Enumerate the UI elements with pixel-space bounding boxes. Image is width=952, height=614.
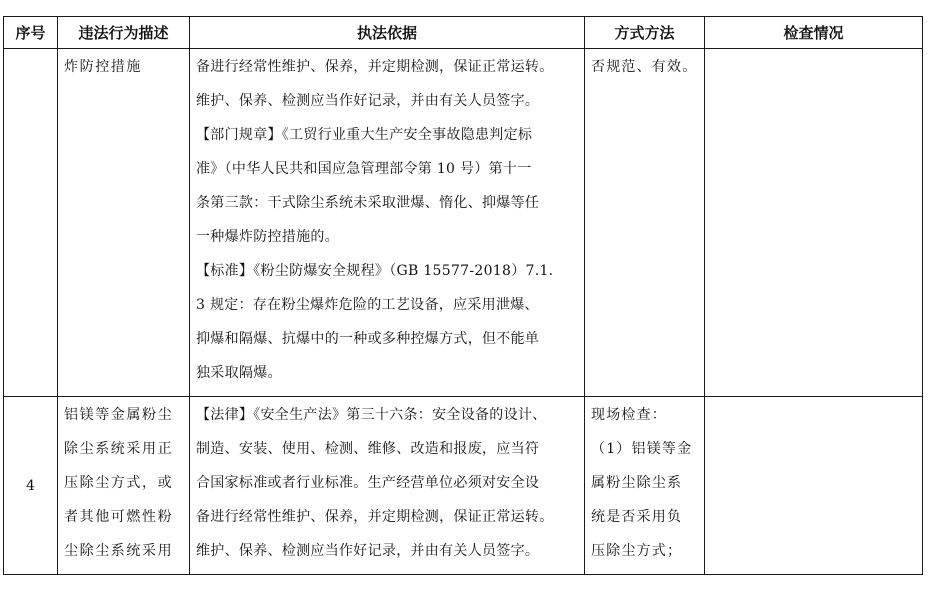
method-cell (585, 397, 705, 575)
basis-cell (190, 397, 585, 575)
method-line: （1）铝镁等金 (591, 441, 693, 457)
row-number (4, 49, 58, 397)
basis-line: 备进行经常性维护、保养，并定期检测，保证正常运转。 (196, 509, 554, 525)
basis-line: 抑爆和隔爆、抗爆中的一种或多种控爆方式，但不能单 (196, 331, 540, 347)
check-cell (705, 49, 923, 397)
header-basis: 执法依据 (190, 17, 585, 49)
header-no: 序号 (4, 17, 58, 49)
description-cell (58, 397, 190, 575)
header-method: 方式方法 (585, 17, 705, 49)
basis-line: 3 规定：存在粉尘爆炸危险的工艺设备，应采用泄爆、 (196, 297, 539, 313)
method-cell (585, 49, 705, 397)
description-cell (58, 49, 190, 397)
method-line: 压除尘方式； (591, 543, 683, 559)
basis-line: 维护、保养、检测应当作好记录，并由有关人员签字。 (196, 93, 540, 109)
basis-line: 【标准】《粉尘防爆安全规程》（GB 15577-2018）7.1. (196, 263, 554, 279)
description-line: 压除尘方式，或 (64, 475, 174, 491)
check-cell (705, 397, 923, 575)
basis-line: 一种爆炸防控措施的。 (196, 229, 339, 245)
basis-line: 备进行经常性维护、保养，并定期检测，保证正常运转。 (196, 59, 554, 75)
table-row (4, 49, 923, 397)
header-check: 检查情况 (705, 17, 923, 49)
basis-line: 维护、保养、检测应当作好记录，并由有关人员签字。 (196, 543, 540, 559)
description-line: 炸防控措施 (64, 59, 142, 75)
table-row (4, 397, 923, 575)
method-line: 现场检查： (591, 407, 667, 423)
description-line: 尘除尘系统采用 (64, 543, 174, 559)
basis-line: 制造、安装、使用、检测、维修、改造和报废，应当符 (196, 441, 540, 457)
basis-line: 合国家标准或者行业标准。生产经营单位必须对安全设 (196, 475, 540, 491)
method-line: 属粉尘除尘系 (591, 475, 683, 491)
basis-line: 独采取隔爆。 (196, 365, 282, 381)
basis-cell (190, 49, 585, 397)
header-description: 违法行为描述 (58, 17, 190, 49)
description-line: 者其他可燃性粉 (64, 509, 174, 525)
description-line: 铝镁等金属粉尘 (64, 407, 174, 423)
table-header-row (4, 17, 923, 49)
method-line: 统是否采用负 (591, 509, 683, 525)
inspection-table (3, 16, 923, 575)
method-line: 否规范、有效。 (591, 59, 698, 75)
basis-line: 【部门规章】《工贸行业重大生产安全事故隐患判定标 (196, 127, 533, 143)
description-line: 除尘系统采用正 (64, 441, 174, 457)
row-number: 4 (4, 397, 58, 575)
basis-line: 条第三款：干式除尘系统未采取泄爆、惰化、抑爆等任 (196, 195, 540, 211)
basis-line: 【法律】《安全生产法》第三十六条：安全设备的设计、 (196, 407, 547, 423)
basis-line: 准》（中华人民共和国应急管理部令第 10 号）第十一 (196, 161, 532, 177)
